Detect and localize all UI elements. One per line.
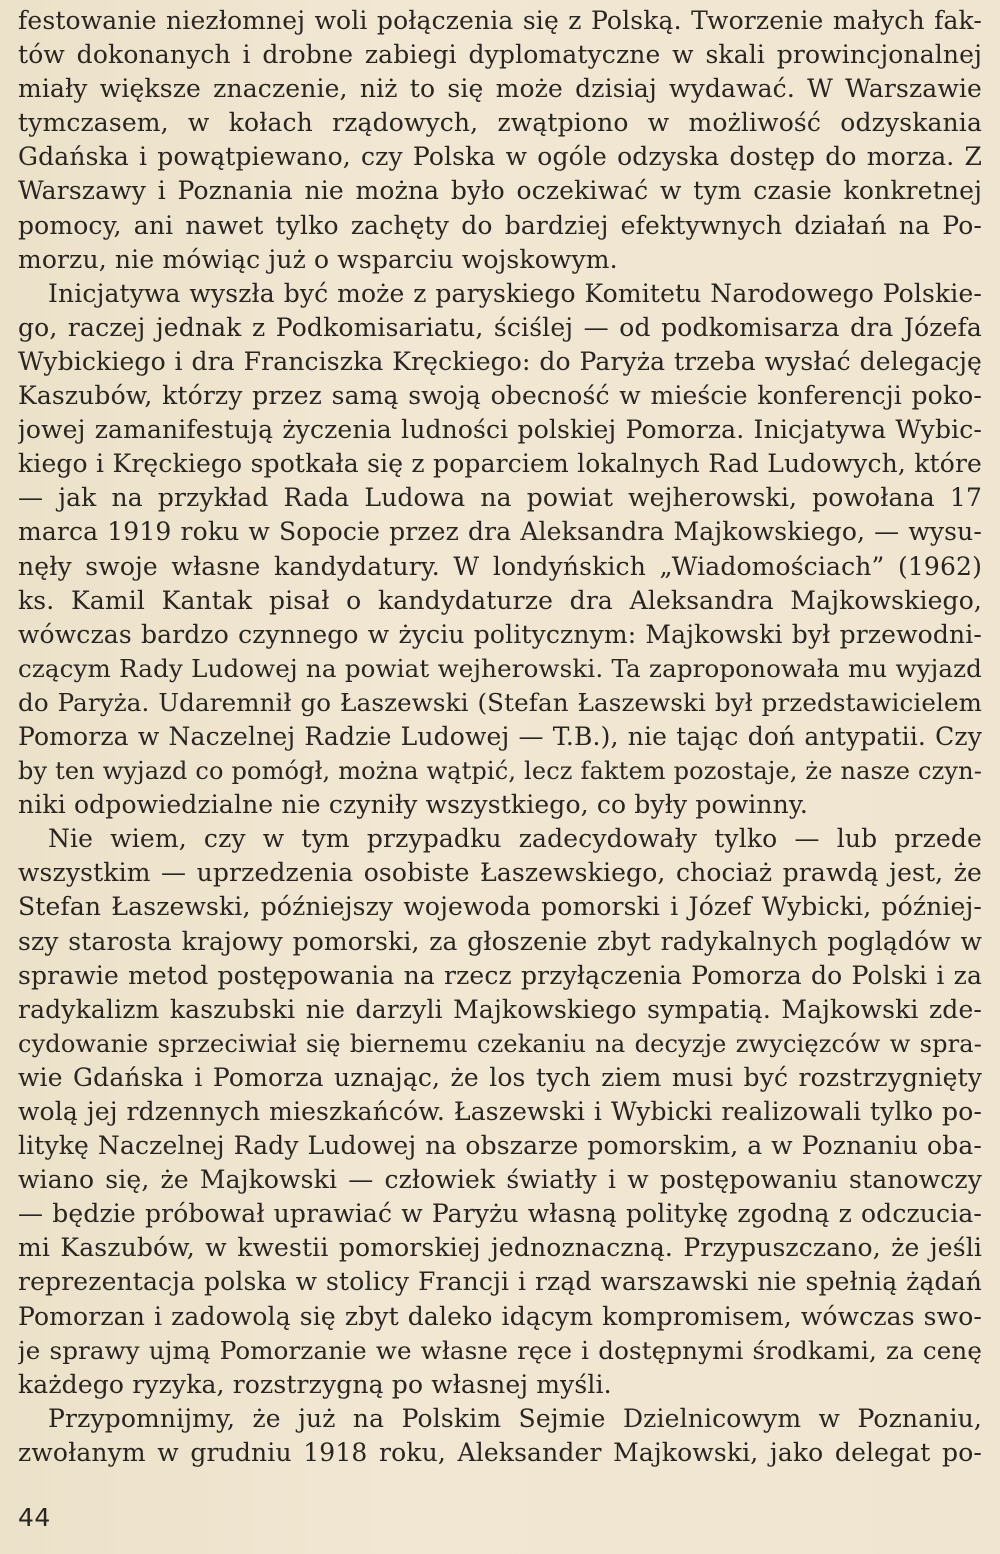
paragraph xyxy=(18,1402,982,1470)
text-line: do Paryża. Udaremnił go Łaszewski (Stefan Łaszewski był przedstawicielem xyxy=(18,687,982,717)
text-line: wiano się, że Majkowski — człowiek światły i w postępowaniu stanowczy xyxy=(18,1165,982,1195)
text-line: je sprawy ujmą Pomorzanie we własne ręce i dostępnymi środkami, za cenę xyxy=(18,1335,982,1365)
text-line: miały większe znaczenie, niż to się może dzisiaj wydawać. W Warszawie xyxy=(18,74,982,104)
text-line: cydowanie sprzeciwiał się biernemu czekaniu na decyzje zwycięzców w spra- xyxy=(18,1029,982,1058)
text-line: morzu, nie mówiąc już o wsparciu wojskowym. xyxy=(18,244,618,274)
text-line: Gdańska i powątpiewano, czy Polska w ogóle odzyska dostęp do morza. Z xyxy=(18,142,982,172)
text-line: mi Kaszubów, w kwestii pomorskiej jednoznaczną. Przypuszczano, że jeśli xyxy=(18,1233,982,1263)
text-line: szy starosta krajowy pomorski, za głoszenie zbyt radykalnych poglądów w xyxy=(18,926,982,956)
text-line: reprezentacja polska w stolicy Francji i rząd warszawski nie spełnią żądań xyxy=(18,1267,982,1297)
paragraph xyxy=(18,277,982,823)
text-line: Kaszubów, którzy przez samą swoją obecność w mieście konferencji poko- xyxy=(18,381,982,411)
text-line: tymczasem, w kołach rządowych, zwątpiono w możliwość odzyskania xyxy=(18,108,982,138)
text-line: radykalizm kaszubski nie darzyli Majkowskiego sympatią. Majkowski zde- xyxy=(18,994,982,1024)
text-line: wie Gdańska i Pomorza uznając, że los tych ziem musi być rozstrzygnięty xyxy=(18,1062,982,1092)
text-line: sprawie metod postępowania na rzecz przyłączenia Pomorza do Polski i za xyxy=(18,960,982,990)
paragraph xyxy=(18,4,982,277)
text-line: jowej zamanifestują życzenia ludności polskiej Pomorza. Inicjatywa Wybic- xyxy=(18,415,982,445)
text-line: festowanie niezłomnej woli połączenia się z Polską. Tworzenie małych fak- xyxy=(18,6,982,35)
text-line: Pomorza w Naczelnej Radzie Ludowej — T.B.), nie tając doń antypatii. Czy xyxy=(18,721,982,751)
text-line: kiego i Kręckiego spotkała się z poparciem lokalnych Rad Ludowych, które xyxy=(18,449,982,479)
paragraph xyxy=(18,822,982,1402)
text-line: go, raczej jednak z Podkomisariatu, ściślej — od podkomisarza dra Józefa xyxy=(18,312,982,342)
body-text xyxy=(18,4,982,1470)
text-line: każdego ryzyka, rozstrzygną po własnej myśli. xyxy=(18,1369,612,1399)
text-line: Stefan Łaszewski, późniejszy wojewoda pomorski i Józef Wybicki, później- xyxy=(18,892,982,922)
text-line: pomocy, ani nawet tylko zachęty do bardziej efektywnych działań na Po- xyxy=(18,210,982,240)
text-line: Wybickiego i dra Franciszka Kręckiego: do Paryża trzeba wysłać delegację xyxy=(18,346,982,376)
text-line: zwołanym w grudniu 1918 roku, Aleksander Majkowski, jako delegat po- xyxy=(18,1437,982,1467)
text-line: Pomorzan i zadowolą się zbyt daleko idącym kompromisem, wówczas swo- xyxy=(18,1301,982,1331)
text-line: Warszawy i Poznania nie można było oczekiwać w tym czasie konkretnej xyxy=(18,176,982,206)
text-line: czącym Rady Ludowej na powiat wejherowski. Ta zaproponowała mu wyjazd xyxy=(18,653,982,683)
text-line: Przypomnijmy, że już na Polskim Sejmie Dzielnicowym w Poznaniu, xyxy=(48,1403,982,1433)
text-line: — jak na przykład Rada Ludowa na powiat wejherowski, powołana 17 xyxy=(18,483,982,513)
text-line: litykę Naczelnej Rady Ludowej na obszarze pomorskim, a w Poznaniu oba- xyxy=(18,1131,982,1161)
text-line: niki odpowiedzialne nie czyniły wszystkiego, co były powinny. xyxy=(18,790,808,820)
text-line: ks. Kamil Kantak pisał o kandydaturze dra Aleksandra Majkowskiego, xyxy=(18,585,982,615)
text-line: by ten wyjazd co pomógł, można wątpić, lecz faktem pozostaje, że nasze czyn- xyxy=(18,757,982,786)
text-line: tów dokonanych i drobne zabiegi dyplomatyczne w skali prowincjonalnej xyxy=(18,40,982,70)
text-line: Nie wiem, czy w tym przypadku zadecydowały tylko — lub przede xyxy=(48,824,982,854)
text-line: — będzie próbował uprawiać w Paryżu własną politykę zgodną z odczucia- xyxy=(18,1199,982,1229)
text-line: marca 1919 roku w Sopocie przez dra Aleksandra Majkowskiego, — wysu- xyxy=(18,517,982,547)
text-line: wszystkim — uprzedzenia osobiste Łaszewskiego, chociaż prawdą jest, że xyxy=(18,858,982,888)
text-line: nęły swoje własne kandydatury. W londyńskich „Wiadomościach” (1962) xyxy=(18,551,982,581)
text-line: wolą jej rdzennych mieszkańców. Łaszewski i Wybicki realizowali tylko po- xyxy=(18,1097,982,1126)
text-line: wówczas bardzo czynnego w życiu politycznym: Majkowski był przewodni- xyxy=(18,619,982,649)
page-number: 44 xyxy=(18,1503,51,1532)
text-line: Inicjatywa wyszła być może z paryskiego Komitetu Narodowego Polskie- xyxy=(48,278,982,308)
